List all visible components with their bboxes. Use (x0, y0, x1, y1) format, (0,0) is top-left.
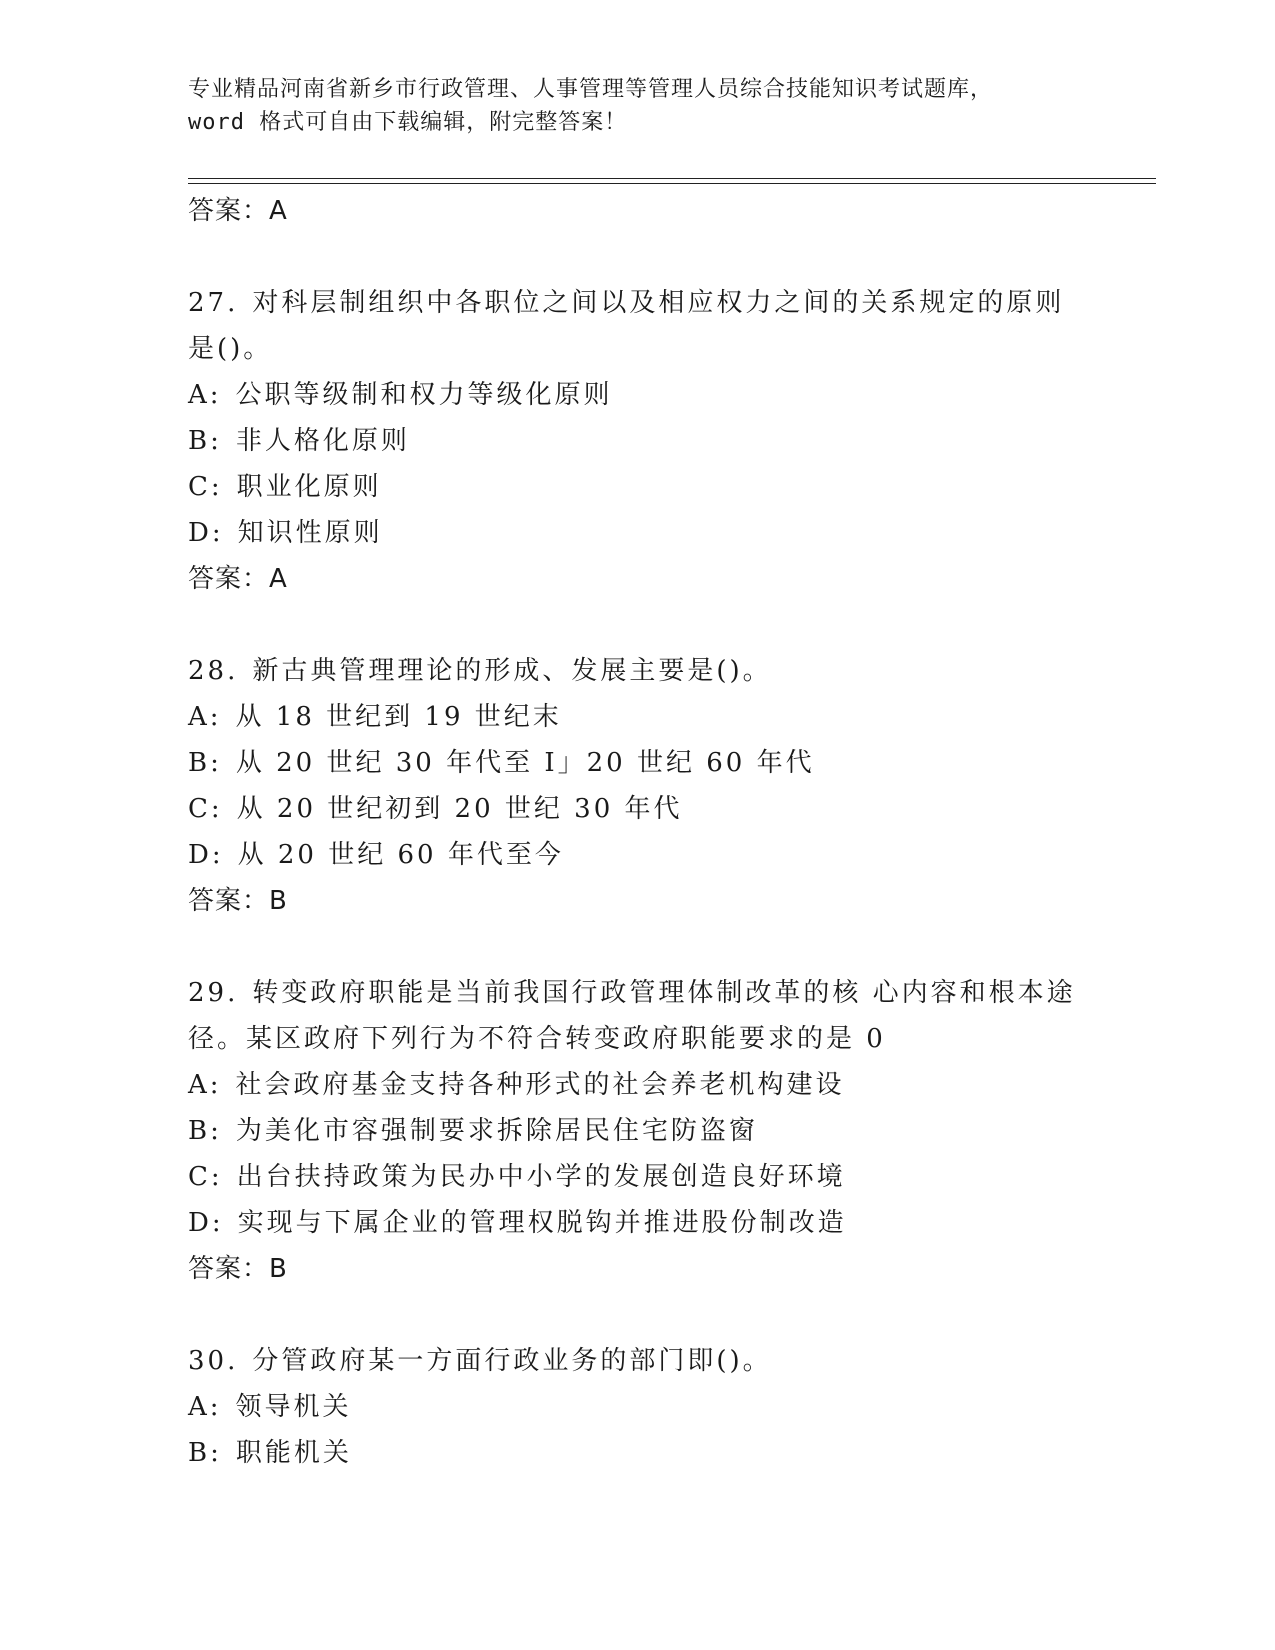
option-key: A: (188, 1392, 222, 1422)
option-text: 从 20 世纪 60 年代至今 (237, 840, 564, 870)
question-list (188, 188, 1088, 1476)
header-divider-top (188, 178, 1156, 179)
header-line-1: 专业精品河南省新乡市行政管理、人事管理等管理人员综合技能知识考试题库， (188, 77, 994, 102)
option-b (188, 1430, 1088, 1476)
answer: 答案：B (188, 1254, 288, 1284)
option-c (188, 786, 1088, 832)
option-key: D: (188, 840, 224, 870)
option-key: C: (188, 472, 223, 502)
question-number: 30. (188, 1346, 239, 1376)
question-29 (188, 970, 1088, 1292)
option-key: B: (188, 748, 222, 778)
option-b (188, 418, 1088, 464)
option-a (188, 694, 1088, 740)
option-d (188, 1200, 1088, 1246)
question-number: 27. (188, 288, 239, 318)
option-key: A: (188, 1070, 222, 1100)
option-a (188, 372, 1088, 418)
question-number: 29. (188, 978, 239, 1008)
option-text: 社会政府基金支持各种形式的社会养老机构建设 (235, 1070, 845, 1100)
question-stem-line-2: 是()。 (188, 334, 273, 364)
option-text: 职能机关 (235, 1438, 352, 1468)
option-text: 实现与下属企业的管理权脱钩并推进股份制改造 (237, 1208, 847, 1238)
option-text: 领导机关 (235, 1392, 352, 1422)
option-key: C: (188, 1162, 223, 1192)
option-text: 出台扶持政策为民办中小学的发展创造良好环境 (236, 1162, 846, 1192)
option-a (188, 1062, 1088, 1108)
option-key: B: (188, 426, 222, 456)
option-b (188, 1108, 1088, 1154)
option-key: A: (188, 380, 222, 410)
option-text: 公职等级制和权力等级化原则 (235, 380, 613, 410)
option-text: 非人格化原则 (235, 426, 410, 456)
option-key: D: (188, 1208, 224, 1238)
question-stem-line-1: 对科层制组织中各职位之间以及相应权力之间的关系规定的原则 (252, 288, 1065, 318)
question-30 (188, 1338, 1088, 1476)
option-c (188, 1154, 1088, 1200)
option-key: A: (188, 702, 222, 732)
option-a (188, 1384, 1088, 1430)
question-28 (188, 648, 1088, 924)
option-text: 知识性原则 (237, 518, 383, 548)
header-divider-bottom (188, 183, 1156, 184)
question-number: 28. (188, 656, 239, 686)
option-text: 从 18 世纪到 19 世纪末 (235, 702, 562, 732)
option-key: B: (188, 1116, 222, 1146)
option-key: D: (188, 518, 224, 548)
option-c (188, 464, 1088, 510)
option-key: C: (188, 794, 223, 824)
question-stem-line-1: 转变政府职能是当前我国行政管理体制改革的核 心内容和根本途 (252, 978, 1076, 1008)
option-d (188, 832, 1088, 878)
option-b (188, 740, 1088, 786)
option-text: 职业化原则 (236, 472, 382, 502)
option-text: 从 20 世纪初到 20 世纪 30 年代 (236, 794, 683, 824)
option-d (188, 510, 1088, 556)
question-27 (188, 280, 1088, 602)
header-line-2: word 格式可自由下载编辑，附完整答案！ (188, 110, 628, 135)
previous-answer: 答案：A (188, 196, 288, 226)
question-stem-line-1: 分管政府某一方面行政业务的部门即()。 (252, 1346, 772, 1376)
option-key: B: (188, 1438, 222, 1468)
document-header (188, 73, 1088, 139)
question-stem-line-1: 新古典管理理论的形成、发展主要是()。 (252, 656, 772, 686)
answer: 答案：A (188, 564, 288, 594)
answer: 答案：B (188, 886, 288, 916)
option-text: 从 20 世纪 30 年代至 I」20 世纪 60 年代 (235, 748, 815, 778)
question-stem-line-2: 径。某区政府下列行为不符合转变政府职能要求的是 0 (188, 1024, 886, 1054)
option-text: 为美化市容强制要求拆除居民住宅防盗窗 (235, 1116, 758, 1146)
